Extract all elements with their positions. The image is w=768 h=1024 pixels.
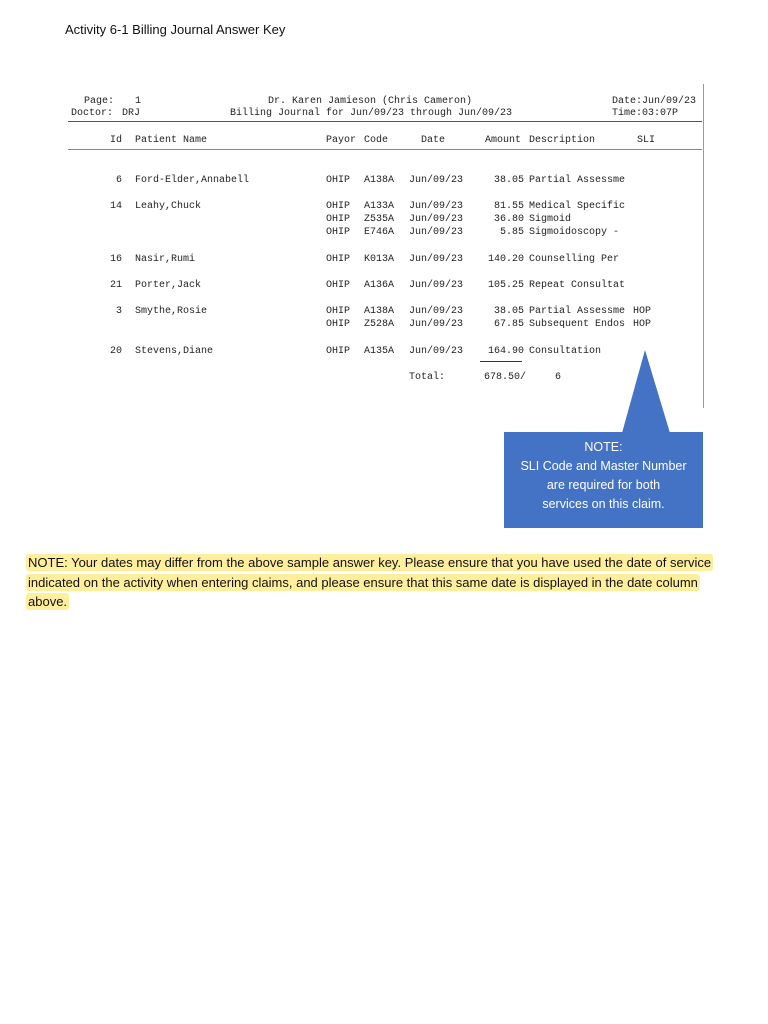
row-id: 6: [115, 175, 122, 186]
row-description: Partial Assessme: [529, 306, 626, 317]
document-title: Activity 6-1 Billing Journal Answer Key: [65, 22, 286, 37]
row-description: Counselling Per: [529, 254, 620, 265]
report-right-border: [703, 84, 704, 408]
row-date: Jun/09/23: [409, 254, 464, 265]
row-id: 21: [109, 280, 122, 291]
table-row: [62, 227, 702, 239]
row-payor: OHIP: [326, 175, 351, 186]
row-date: Jun/09/23: [409, 227, 464, 238]
col-sli: SLI: [637, 135, 656, 146]
callout-line: NOTE:: [584, 440, 623, 454]
row-amount: 140.20: [487, 254, 524, 265]
row-code: A135A: [364, 346, 395, 357]
table-row: [62, 346, 702, 358]
practice-name: Dr. Karen Jamieson (Chris Cameron): [268, 96, 473, 107]
row-description: Sigmoidoscopy -: [529, 227, 620, 238]
row-id: 20: [109, 346, 122, 357]
table-row: [62, 214, 702, 226]
report-time: Time:03:07P: [612, 108, 679, 119]
row-date: Jun/09/23: [409, 214, 464, 225]
row-code: A133A: [364, 201, 395, 212]
row-amount: 38.05: [493, 175, 524, 186]
row-patient-name: Ford-Elder,Annabell: [135, 175, 250, 186]
total-label: Total:: [409, 372, 446, 383]
callout-line: are required for both: [546, 478, 661, 492]
row-code: E746A: [364, 227, 395, 238]
col-date: Date: [421, 135, 446, 146]
journal-title: Billing Journal for Jun/09/23 through Jun/09/23: [230, 108, 513, 119]
row-id: 14: [109, 201, 122, 212]
row-amount: 67.85: [493, 319, 524, 330]
total-count: 6: [555, 372, 562, 383]
table-row: [62, 280, 702, 292]
row-amount: 36.80: [493, 214, 524, 225]
row-payor: OHIP: [326, 201, 351, 212]
report-date: Date:Jun/09/23: [612, 96, 697, 107]
row-patient-name: Smythe,Rosie: [135, 306, 208, 317]
col-payor: Payor: [326, 135, 357, 146]
row-description: Partial Assessme: [529, 175, 626, 186]
page-label: Page:: [84, 96, 115, 107]
row-description: Repeat Consultat: [529, 280, 626, 291]
row-payor: OHIP: [326, 254, 351, 265]
row-date: Jun/09/23: [409, 319, 464, 330]
col-code: Code: [364, 135, 389, 146]
col-patient-name: Patient Name: [135, 135, 208, 146]
sli-note-callout: [504, 432, 703, 528]
row-code: A138A: [364, 175, 395, 186]
row-date: Jun/09/23: [409, 346, 464, 357]
doctor-label: Doctor:: [71, 108, 114, 119]
table-row: [62, 175, 702, 187]
row-date: Jun/09/23: [409, 280, 464, 291]
total-amount: 678.50/: [484, 372, 527, 383]
date-note: [26, 553, 716, 612]
row-description: Medical Specific: [529, 201, 626, 212]
header-rule: [68, 121, 702, 122]
row-id: 16: [109, 254, 122, 265]
billing-journal-report: [62, 84, 704, 408]
row-code: Z528A: [364, 319, 395, 330]
column-header-rule: [68, 149, 702, 150]
callout-line: SLI Code and Master Number: [520, 459, 687, 473]
row-patient-name: Nasir,Rumi: [135, 254, 196, 265]
doctor-code: DRJ: [122, 108, 141, 119]
row-date: Jun/09/23: [409, 175, 464, 186]
table-row: [62, 306, 702, 318]
col-id: Id: [109, 135, 122, 146]
col-amount: Amount: [485, 135, 522, 146]
callout-line: services on this claim.: [542, 497, 665, 511]
row-patient-name: Leahy,Chuck: [135, 201, 202, 212]
row-payor: OHIP: [326, 214, 351, 225]
row-sli: HOP: [633, 306, 652, 317]
table-row: [62, 254, 702, 266]
row-id: 3: [115, 306, 122, 317]
row-payor: OHIP: [326, 227, 351, 238]
row-amount: 164.90: [487, 346, 524, 357]
col-description: Description: [529, 135, 596, 146]
row-amount: 5.85: [499, 227, 524, 238]
row-description: Sigmoid: [529, 214, 572, 225]
row-code: A136A: [364, 280, 395, 291]
row-date: Jun/09/23: [409, 306, 464, 317]
column-header-row: [62, 135, 702, 147]
row-amount: 81.55: [493, 201, 524, 212]
row-patient-name: Porter,Jack: [135, 280, 202, 291]
row-code: Z535A: [364, 214, 395, 225]
row-payor: OHIP: [326, 346, 351, 357]
row-payor: OHIP: [326, 306, 351, 317]
row-date: Jun/09/23: [409, 201, 464, 212]
row-payor: OHIP: [326, 280, 351, 291]
highlighted-note-text: NOTE: Your dates may differ from the above sample answer key. Please ensure that you have used the date of service indicated on the activity when entering claims, and please ensure that this same date is displayed in the date column above.: [28, 555, 712, 609]
row-amount: 105.25: [487, 280, 524, 291]
table-row: [62, 201, 702, 213]
row-description: Subsequent Endos: [529, 319, 626, 330]
page-number: 1: [135, 96, 142, 107]
row-sli: HOP: [633, 319, 652, 330]
total-underline: [480, 361, 522, 362]
row-description: Consultation: [529, 346, 602, 357]
row-code: K013A: [364, 254, 395, 265]
row-code: A138A: [364, 306, 395, 317]
row-payor: OHIP: [326, 319, 351, 330]
row-patient-name: Stevens,Diane: [135, 346, 214, 357]
row-amount: 38.05: [493, 306, 524, 317]
table-row: [62, 319, 702, 331]
